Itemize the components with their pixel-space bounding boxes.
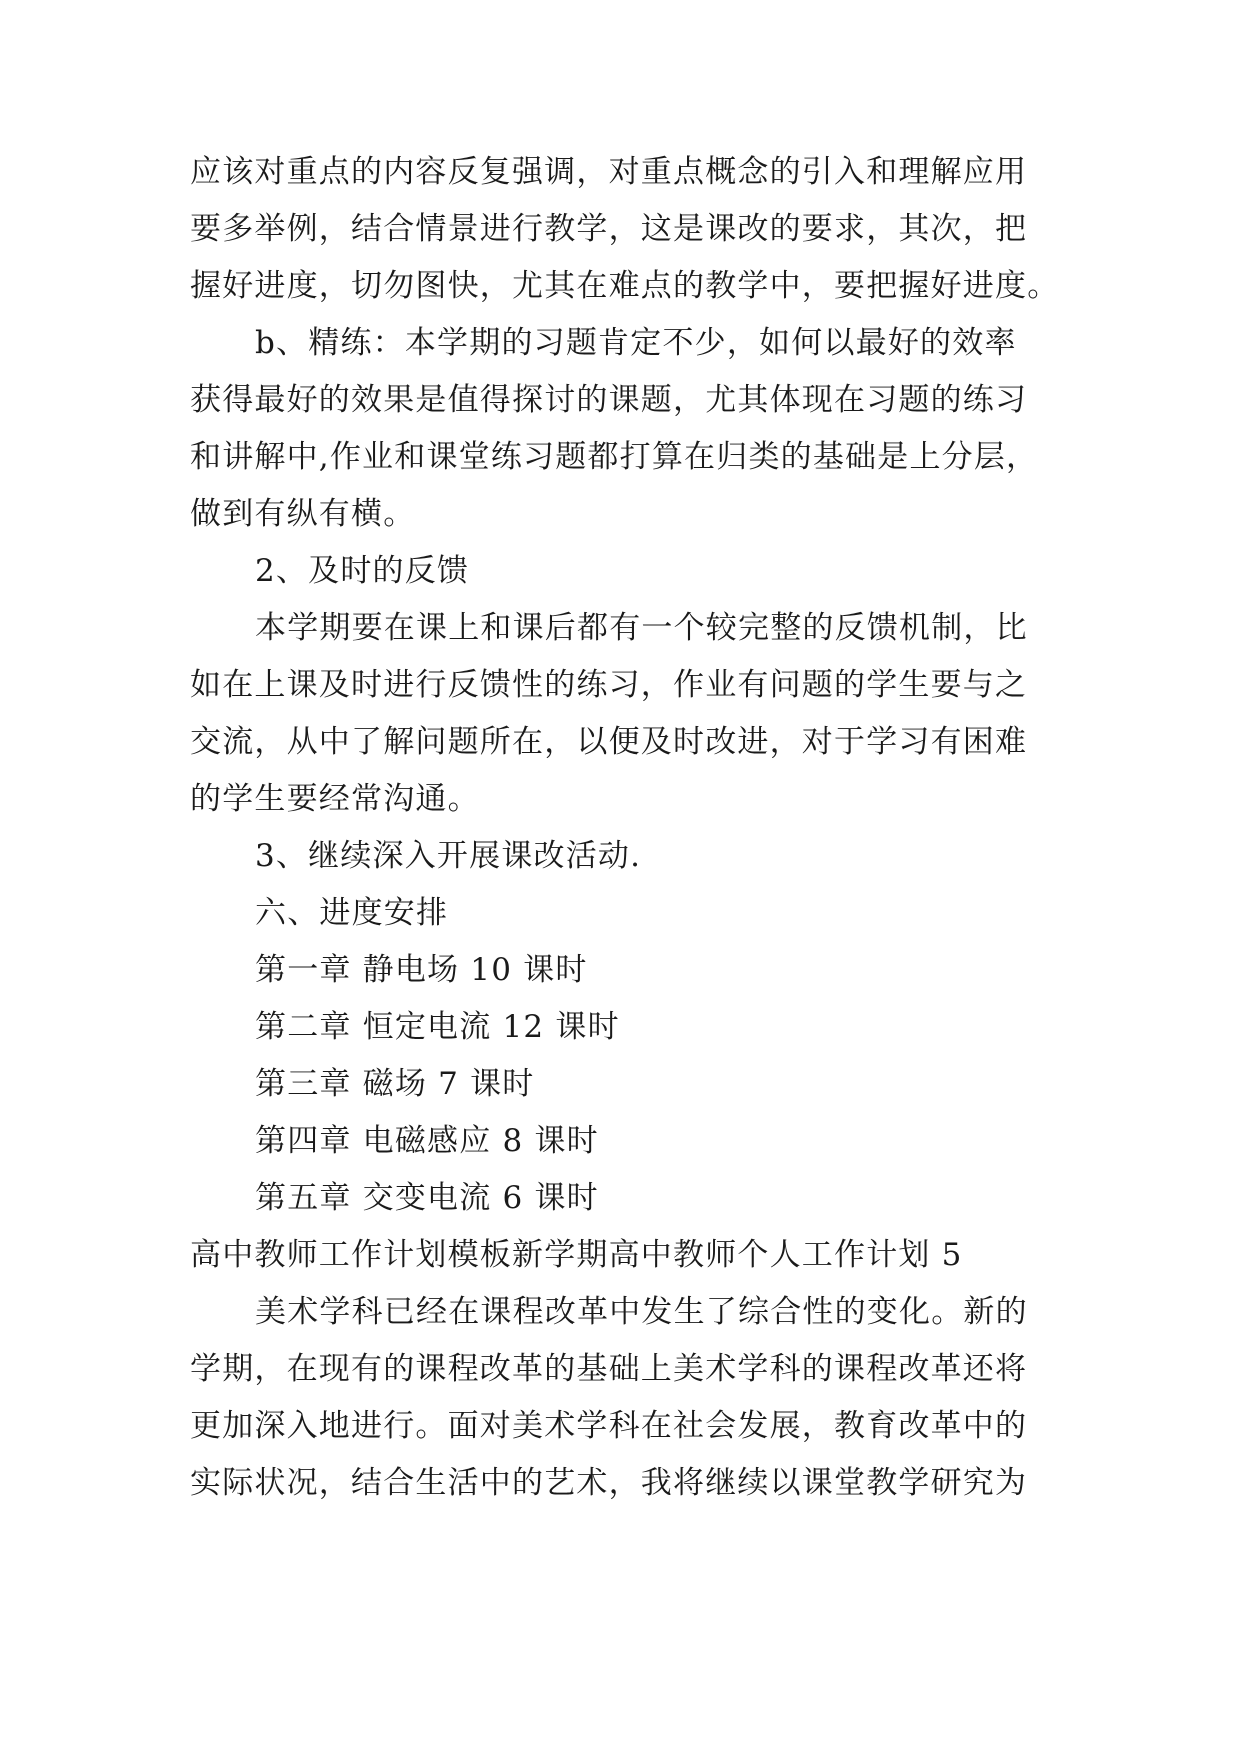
body-text-line: 握好进度，切勿图快，尤其在难点的教学中，要把握好进度。 bbox=[190, 268, 1060, 304]
schedule-item: 第二章 恒定电流 12 课时 bbox=[255, 1009, 620, 1045]
schedule-item: 第一章 静电场 10 课时 bbox=[255, 952, 588, 988]
body-text-line: 要多举例，结合情景进行教学，这是课改的要求，其次，把 bbox=[190, 211, 1028, 247]
document-title: 高中教师工作计划模板新学期高中教师个人工作计划 5 bbox=[190, 1237, 963, 1273]
section-heading: 2、及时的反馈 bbox=[255, 553, 470, 589]
section-heading: 六、进度安排 bbox=[255, 895, 449, 931]
body-text-line: 学期，在现有的课程改革的基础上美术学科的课程改革还将 bbox=[190, 1351, 1028, 1387]
body-text-line: 实际状况，结合生活中的艺术，我将继续以课堂教学研究为 bbox=[190, 1465, 1028, 1501]
schedule-item: 第五章 交变电流 6 课时 bbox=[255, 1180, 599, 1216]
body-text-line: 更加深入地进行。面对美术学科在社会发展，教育改革中的 bbox=[190, 1408, 1028, 1444]
schedule-item: 第四章 电磁感应 8 课时 bbox=[255, 1123, 599, 1159]
body-text-line: 本学期要在课上和课后都有一个较完整的反馈机制，比 bbox=[255, 610, 1028, 646]
body-text-line: 交流，从中了解问题所在，以便及时改进，对于学习有困难 bbox=[190, 724, 1028, 760]
body-text-line: 应该对重点的内容反复强调，对重点概念的引入和理解应用 bbox=[190, 154, 1028, 190]
body-text-line: 获得最好的效果是值得探讨的课题，尤其体现在习题的练习 bbox=[190, 382, 1028, 418]
body-text-line: 做到有纵有横。 bbox=[190, 496, 416, 532]
section-heading: 3、继续深入开展课改活动. bbox=[255, 838, 642, 874]
body-text-line: 和讲解中,作业和课堂练习题都打算在归类的基础是上分层， bbox=[190, 439, 1039, 475]
schedule-item: 第三章 磁场 7 课时 bbox=[255, 1066, 535, 1102]
body-text-line: b、精练：本学期的习题肯定不少，如何以最好的效率 bbox=[255, 325, 1017, 361]
body-text-line: 美术学科已经在课程改革中发生了综合性的变化。新的 bbox=[255, 1294, 1028, 1330]
body-text-line: 的学生要经常沟通。 bbox=[190, 781, 480, 817]
body-text-line: 如在上课及时进行反馈性的练习，作业有问题的学生要与之 bbox=[190, 667, 1028, 703]
